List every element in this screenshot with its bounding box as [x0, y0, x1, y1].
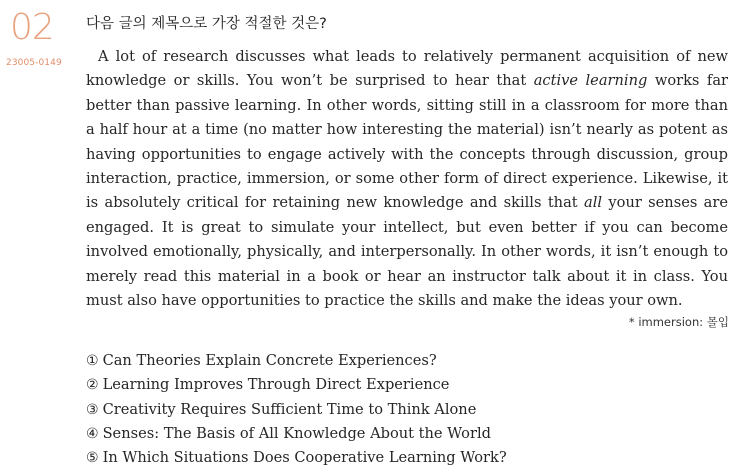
- option-text: In Which Situations Does Cooperative Learning Work?: [102, 449, 507, 467]
- option-text: Can Theories Explain Concrete Experiences?: [102, 352, 437, 369]
- option-marker: ②: [86, 377, 99, 394]
- answer-option-1[interactable]: [86, 349, 507, 373]
- passage-emphasis-active-learning: active learning: [533, 72, 648, 90]
- question-prompt: 다음 글의 제목으로 가장 적절한 것은?: [86, 16, 327, 32]
- option-marker: ③: [86, 401, 99, 418]
- option-marker: ⑤: [86, 450, 99, 467]
- option-text: Learning Improves Through Direct Experience: [102, 376, 450, 394]
- passage-segment: A lot of research discusses what leads to relatively permanent acquisition of new knowledge or skills. You won’t be surprised to hear that: [86, 48, 728, 90]
- passage-segment: your senses are engaged. It is great to simulate your intellect, but even better if you can become involved emotionally, physically, and interpersonally. In other words, it isn’t enough to merely read this material in a book or hear an instructor talk about it in class. You must also have opportunities to practice the skills and make the ideas your own.: [86, 194, 728, 310]
- answer-options: [86, 349, 507, 470]
- answer-option-2[interactable]: [86, 373, 507, 397]
- option-text: Creativity Requires Sufficient Time to Think Alone: [102, 400, 477, 418]
- answer-option-5[interactable]: [86, 446, 507, 470]
- question-number: 02: [10, 7, 54, 48]
- answer-option-4[interactable]: [86, 422, 507, 446]
- option-marker: ①: [86, 353, 99, 369]
- option-text: Senses: The Basis of All Knowledge About the World: [102, 424, 491, 442]
- passage-text: [86, 45, 728, 313]
- passage-segment: works far better than passive learning. In other words, sitting still in a classroom for more than a half hour at a time (no matter how interesting the material) isn’t nearly as potent as having opportunities to engage actively with the concepts through discussion, group interaction, practice, immersion, or some other form of direct experience. Likewise, it is absolutely critical for retaining new knowledge and skills that: [86, 72, 729, 212]
- passage-emphasis-all: all: [584, 194, 603, 212]
- option-marker: ④: [86, 425, 99, 442]
- question-code: 23005-0149: [6, 58, 62, 68]
- footnote: * immersion: 몰입: [628, 315, 729, 329]
- answer-option-3[interactable]: [86, 398, 507, 422]
